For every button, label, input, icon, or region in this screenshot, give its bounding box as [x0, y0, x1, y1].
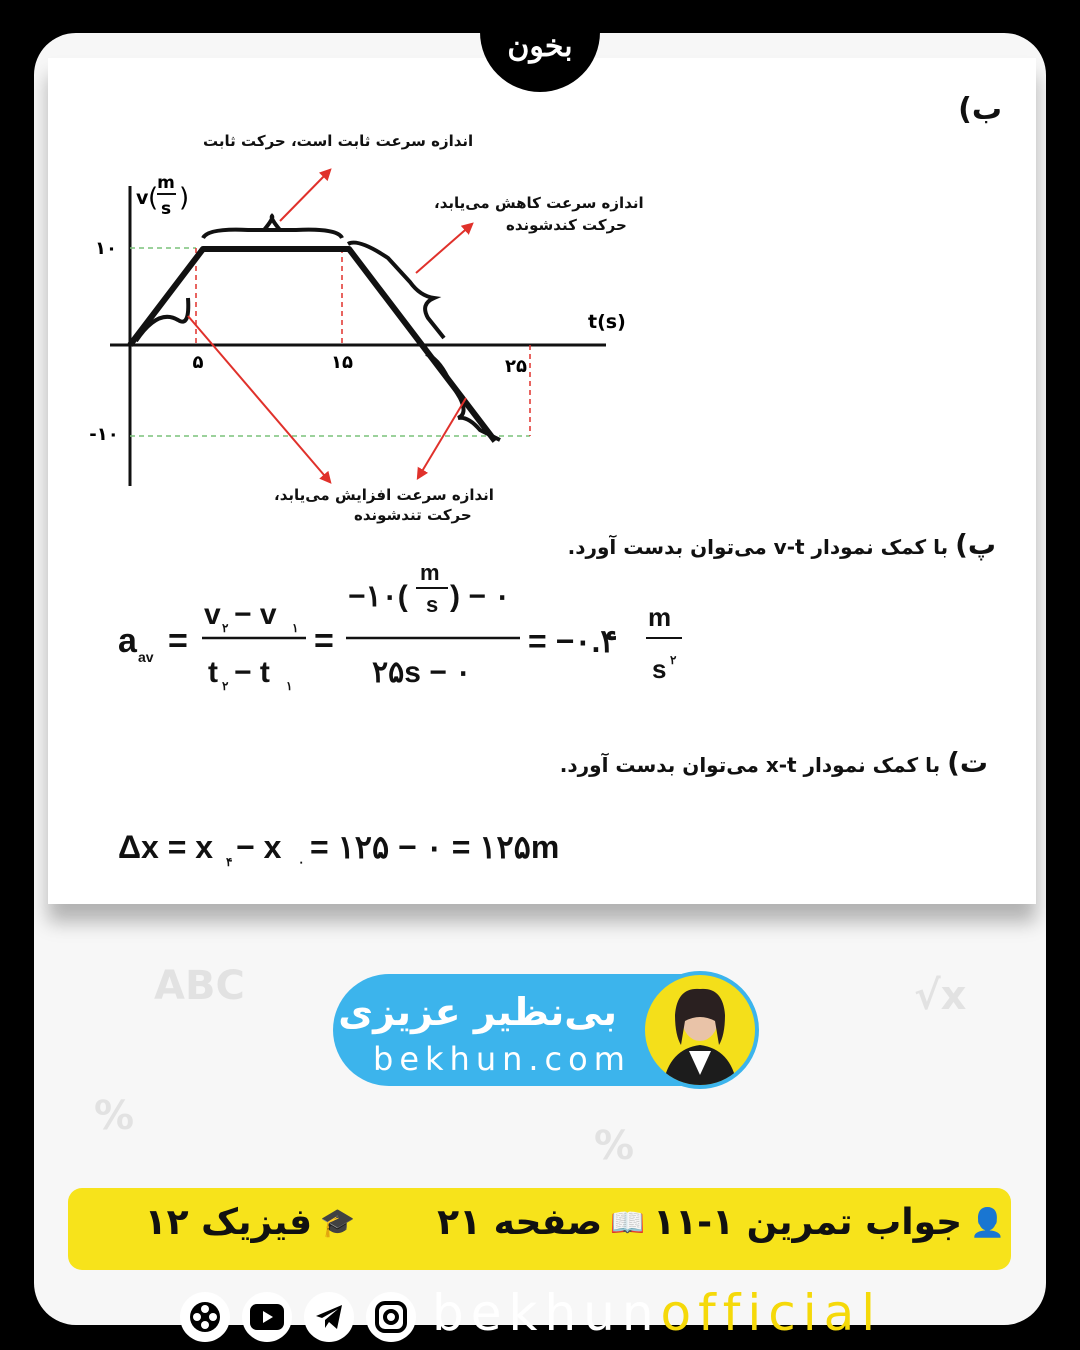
background-doodle: ABC [154, 963, 245, 1009]
avatar-portrait [645, 975, 755, 1085]
youtube-icon[interactable] [242, 1292, 292, 1342]
y-tick-label: -۱۰ [89, 424, 119, 445]
brand-handle-part1: bekhun [432, 1284, 661, 1342]
page-item [437, 1202, 645, 1243]
background-doodle: % [94, 1093, 135, 1139]
section-t-text: با کمک نمودار x-t می‌توان بدست آورد. [559, 753, 941, 777]
y-unit-paren-open: ( [148, 183, 159, 213]
annotation-decreasing-line1: اندازه سرعت کاهش می‌یابد، [434, 194, 644, 212]
displacement-formula [48, 58, 1036, 904]
f1-num: v [204, 598, 221, 631]
teacher-avatar [641, 971, 759, 1089]
section-t-label: ت) [947, 746, 988, 779]
formula-a-result: = −۰.۴ [528, 623, 618, 659]
background-doodle: √x [914, 973, 967, 1019]
result-unit-exp: ۲ [670, 653, 677, 667]
y-unit-num: m [157, 173, 175, 193]
exercise-item [653, 1202, 1005, 1243]
telegram-icon[interactable] [304, 1292, 354, 1342]
y-tick-label: ۱۰ [95, 238, 117, 259]
brand-handle[interactable] [432, 1284, 882, 1342]
teacher-icon: 👤 [970, 1206, 1005, 1239]
section-p-label: پ) [955, 528, 996, 561]
result-unit-num: m [648, 602, 672, 632]
f1-num-sub: ۲ [222, 621, 229, 635]
y-axis-label: v [136, 187, 149, 209]
subject-item [145, 1202, 355, 1243]
teacher-name: بی‌نظیر عزیزی [338, 990, 617, 1034]
film-icon[interactable] [180, 1292, 230, 1342]
section-p-text: با کمک نمودار v-t می‌توان بدست آورد. [567, 535, 949, 559]
equals-sign: = [314, 622, 334, 660]
social-footer [180, 1284, 910, 1348]
x-tick-label: ۲۵ [505, 356, 527, 377]
f2-num-a: −۱۰( [348, 580, 408, 613]
graduation-cap-icon: 🎓 [320, 1206, 355, 1239]
background-doodle: % [594, 1123, 635, 1169]
x-tick-label: ۱۵ [331, 352, 353, 373]
page-label: صفحه ۲۱ [437, 1202, 603, 1243]
info-bar [68, 1188, 1011, 1270]
annotation-constant: اندازه سرعت ثابت است، حرکت ثابت [203, 132, 474, 150]
annotation-increasing-line2: حرکت تندشونده [354, 506, 472, 524]
annotation-decreasing-line2: حرکت کندشونده [506, 216, 627, 234]
f1-den-mid: − t [234, 656, 270, 689]
f2-den: ۲۵s − ۰ [372, 656, 472, 689]
section-b-label: ب) [958, 92, 1002, 127]
x-axis-label: t(s) [588, 311, 626, 333]
formula-x-a: Δx = x [118, 829, 214, 865]
f1-num-mid: − v [234, 598, 277, 631]
f2-num-b: ) − ۰ [450, 580, 511, 613]
f1-den-sub: ۲ [222, 679, 229, 693]
f1-den-sub: ۱ [286, 679, 293, 693]
teacher-site[interactable]: bekhun.com [373, 1040, 631, 1078]
formula-a-lhs-sub: av [138, 649, 154, 665]
book-icon: 📖 [610, 1206, 645, 1239]
x-tick-label: ۵ [192, 352, 204, 373]
instagram-icon[interactable] [366, 1292, 416, 1342]
subject-label: فیزیک ۱۲ [144, 1202, 313, 1243]
f1-num-sub: ۱ [292, 621, 299, 635]
y-unit-den: s [160, 199, 172, 219]
answer-sheet [48, 58, 1036, 904]
f2-unit-num: m [420, 560, 440, 585]
logo-text: بخون [507, 28, 573, 64]
formula-a-lhs: a [118, 622, 137, 660]
y-unit-paren-close: ) [179, 183, 190, 213]
formula-x-c: = ۱۲۵ − ۰ = ۱۲۵m [310, 829, 560, 865]
formula-x-sub: ۰ [298, 855, 305, 869]
result-unit-den: s [652, 654, 667, 684]
f1-den: t [208, 656, 218, 689]
annotation-increasing-line1: اندازه سرعت افزایش می‌یابد، [274, 486, 494, 504]
f2-unit-den: s [426, 592, 439, 617]
formula-x-b: − x [236, 829, 282, 865]
formula-x-sub: ۴ [226, 855, 233, 869]
brand-handle-part2: official [660, 1284, 883, 1342]
equals-sign: = [168, 622, 188, 660]
exercise-label: جواب تمرین ۱-۱۱ [653, 1202, 963, 1243]
